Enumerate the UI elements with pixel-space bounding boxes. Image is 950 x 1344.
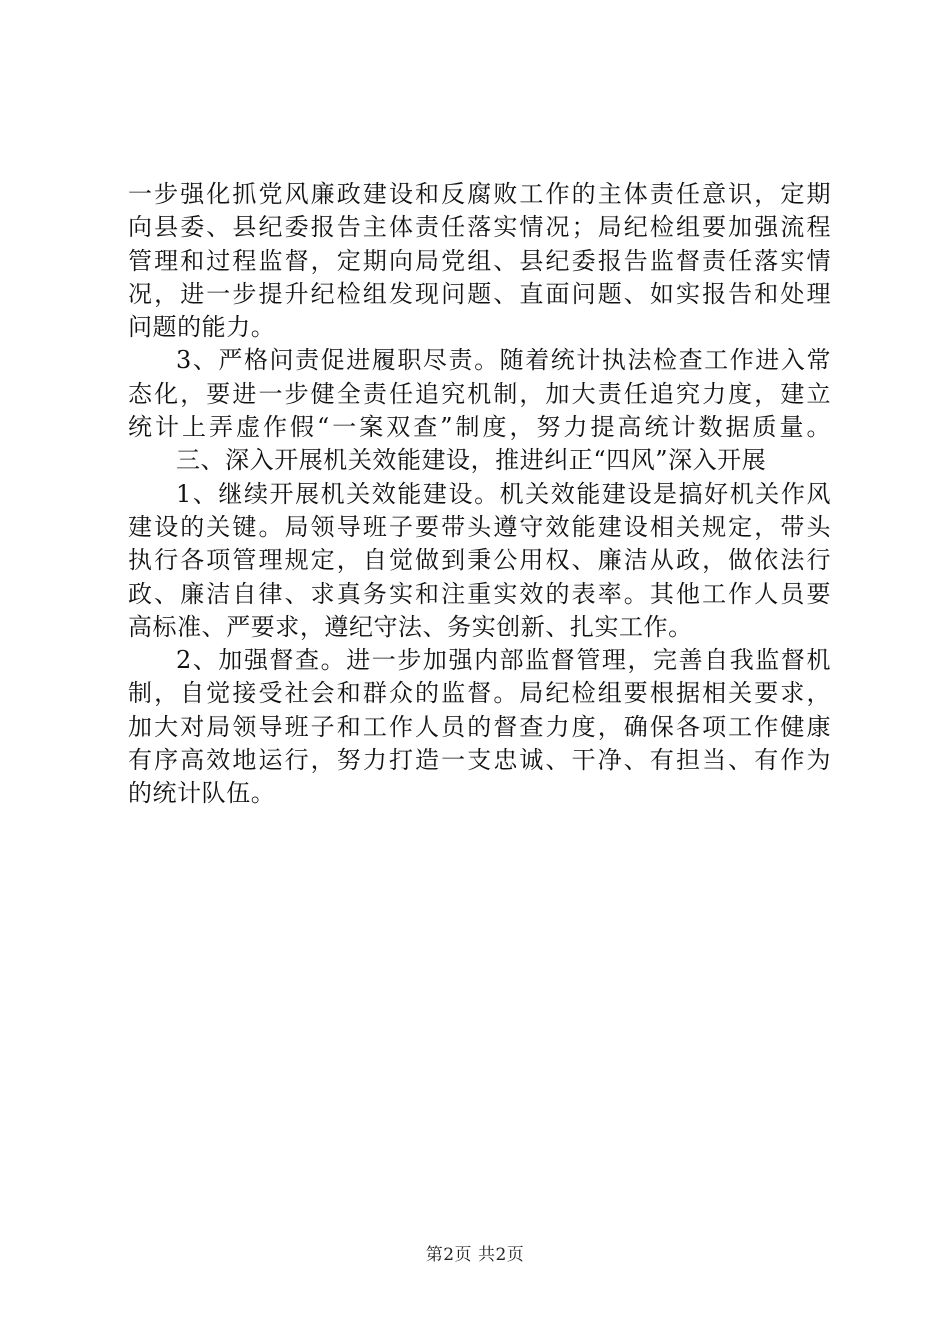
text-line: 管理和过程监督，定期向局党组、县纪委报告监督责任落实情 [128, 246, 831, 275]
text-line: 问题的能力。 [128, 313, 276, 342]
text-line: 执行各项管理规定，自觉做到秉公用权、廉洁从政，做依法行 [128, 546, 831, 575]
text-line: 制，自觉接受社会和群众的监督。局纪检组要根据相关要求， [128, 679, 831, 708]
text-line: 向县委、县纪委报告主体责任落实情况；局纪检组要加强流程 [128, 213, 831, 242]
document-body [128, 178, 831, 811]
text-line: 一步强化抓党风廉政建设和反腐败工作的主体责任意识，定期 [128, 180, 831, 208]
text-line: 有序高效地运行，努力打造一支忠诚、干净、有担当、有作为 [128, 746, 831, 775]
text-line: 统计上弄虚作假“一案双查”制度，努力提高统计数据质量。 [128, 413, 831, 442]
text-line: 政、廉洁自律、求真务实和注重实效的表率。其他工作人员要 [128, 579, 831, 608]
text-line: 态化，要进一步健全责任追究机制，加大责任追究力度，建立 [128, 379, 831, 408]
text-line: 的统计队伍。 [128, 779, 276, 808]
page-number-footer: 第2页 共2页 [425, 1245, 525, 1265]
text-line: 况，进一步提升纪检组发现问题、直面问题、如实报告和处理 [128, 279, 831, 308]
section-heading: 三、深入开展机关效能建设，推进纠正“四风”深入开展 [176, 446, 767, 475]
text-line: 加大对局领导班子和工作人员的督查力度，确保各项工作健康 [128, 712, 831, 741]
text-line: 高标准、严要求，遵纪守法、务实创新、扎实工作。 [128, 612, 693, 641]
paragraph-start-line: 2、加强督查。进一步加强内部监督管理，完善自我监督机 [176, 646, 831, 675]
paragraph-start-line: 3、严格问责促进履职尽责。随着统计执法检查工作进入常 [176, 346, 831, 375]
text-line: 建设的关键。局领导班子要带头遵守效能建设相关规定，带头 [128, 512, 831, 541]
paragraph-start-line: 1、继续开展机关效能建设。机关效能建设是搞好机关作风 [176, 479, 831, 508]
